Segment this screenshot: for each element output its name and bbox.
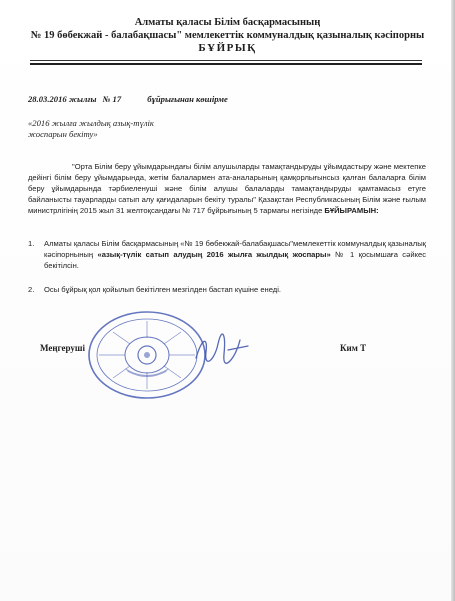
item-number: 1. bbox=[28, 239, 35, 248]
item-text bbox=[44, 284, 426, 295]
handwritten-signature bbox=[192, 328, 252, 368]
header-rule-thin bbox=[30, 60, 422, 61]
header-organization: Алматы қаласы Білім басқармасының bbox=[134, 17, 321, 28]
list-item bbox=[28, 284, 426, 295]
scan-edge bbox=[451, 0, 455, 601]
order-items bbox=[28, 238, 426, 308]
document-type: БҰЙРЫҚ bbox=[198, 42, 257, 54]
preamble-text: "Орта Білім беру ұйымдарындағы білім алушыларды тамақтандыруды ұйымдастыру және мектепке дейінгі білім беру ұйымдарында, жетім балалармен ата-аналарының қамқорлығынсыз қалған балаларға білім беру ұйымдарында тәрбиеленуші және білім алушы балаларды тамақтандыруды қамтамасыз етуге байланысты тауарларды сатып алу қағидаларын бекіту туралы" Қазақстан Республикасының Білім және ғылым министрлігінің 2015 жыл 31 желтоқсандағы № 717 бұйрығының 5 тармағы негізінде bbox=[28, 162, 426, 215]
list-item bbox=[28, 238, 426, 271]
order-topic: «2016 жылға жылдық азық-түлік жоспарын бекіту» bbox=[28, 118, 154, 139]
item-text-before: Осы бұйрық қол қойылып бекітілген мезгілден бастап күшіне енеді. bbox=[44, 285, 282, 294]
item-text bbox=[44, 238, 426, 271]
item-number: 2. bbox=[28, 285, 35, 294]
order-number: № 17 bbox=[102, 94, 122, 104]
order-date: 28.03.2016 жылғы bbox=[28, 94, 97, 104]
command-word: БҰЙЫРАМЫН: bbox=[324, 206, 379, 215]
official-seal-stamp bbox=[85, 308, 209, 402]
item-text-after: № 1 қосымшаға сәйкес бекітілсін. bbox=[44, 250, 426, 270]
item-text-bold: «азық-түлік сатып алудың 2016 жылға жылдық жоспары» bbox=[97, 250, 331, 259]
header-rule-thick bbox=[30, 63, 422, 65]
signatory-role: Меңгеруші bbox=[40, 343, 86, 353]
header-institution: № 19 бөбекжай - балабақшасы" мемлекеттік коммуналдық қазыналық кәсіпорны bbox=[30, 30, 425, 41]
order-subtitle: бұйрығынан көшірме bbox=[147, 94, 228, 104]
signatory-name: Ким Т bbox=[340, 343, 367, 353]
order-preamble bbox=[28, 161, 426, 216]
item-text-before: Алматы қаласы Білім басқармасының «№ 19 бөбекжай-балабақшасы"мемлекеттік коммуналдық қазыналық кәсіпорнының bbox=[44, 239, 426, 259]
order-meta bbox=[28, 94, 228, 104]
document-header bbox=[0, 16, 455, 55]
